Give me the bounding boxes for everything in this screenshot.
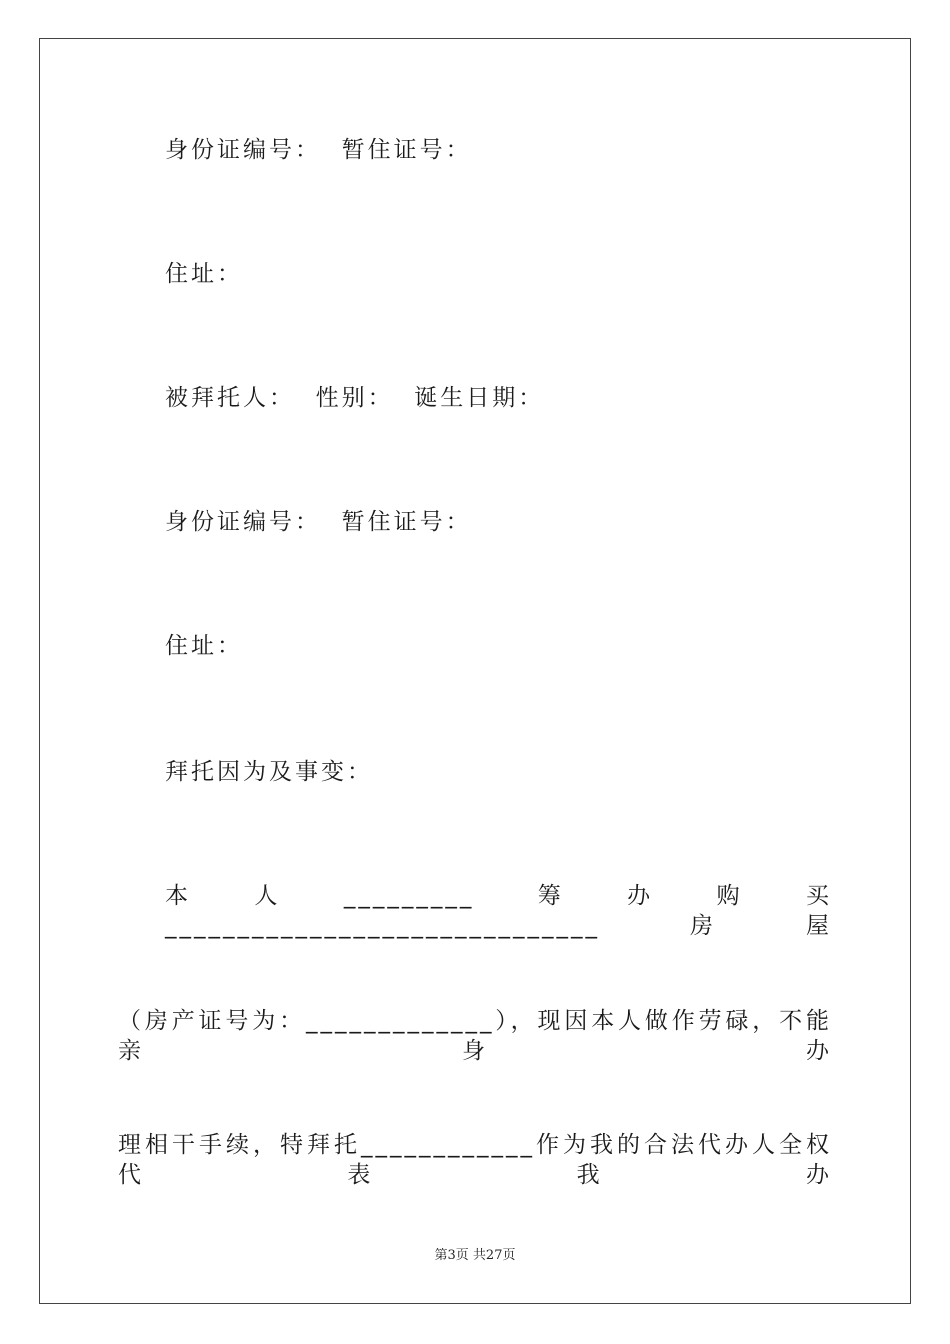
body-paragraph-line-3: 理相干手续，特拜托____________作为我的合法代办人全权代表我办 [118,1132,832,1188]
agent-address-line: 住址： [165,633,243,659]
page-number-footer: 第3页 共27页 [434,1248,516,1263]
agent-info-line: 被拜托人： 性别： 诞生日期： [165,385,545,411]
agent-id-number-line: 身份证编号： 暂住证号： [165,509,472,535]
principal-id-number-line: 身份证编号： 暂住证号： [165,137,472,163]
entrustment-reason-heading: 拜托因为及事变： [165,759,373,785]
page-border [39,38,911,1304]
principal-address-line: 住址： [165,261,243,287]
body-paragraph-line-2: （房产证号为：_____________），现因本人做作劳碌，不能亲身办 [118,1008,832,1064]
body-paragraph-line-1: 本人_________筹办购买______________________________房屋 [165,883,832,939]
